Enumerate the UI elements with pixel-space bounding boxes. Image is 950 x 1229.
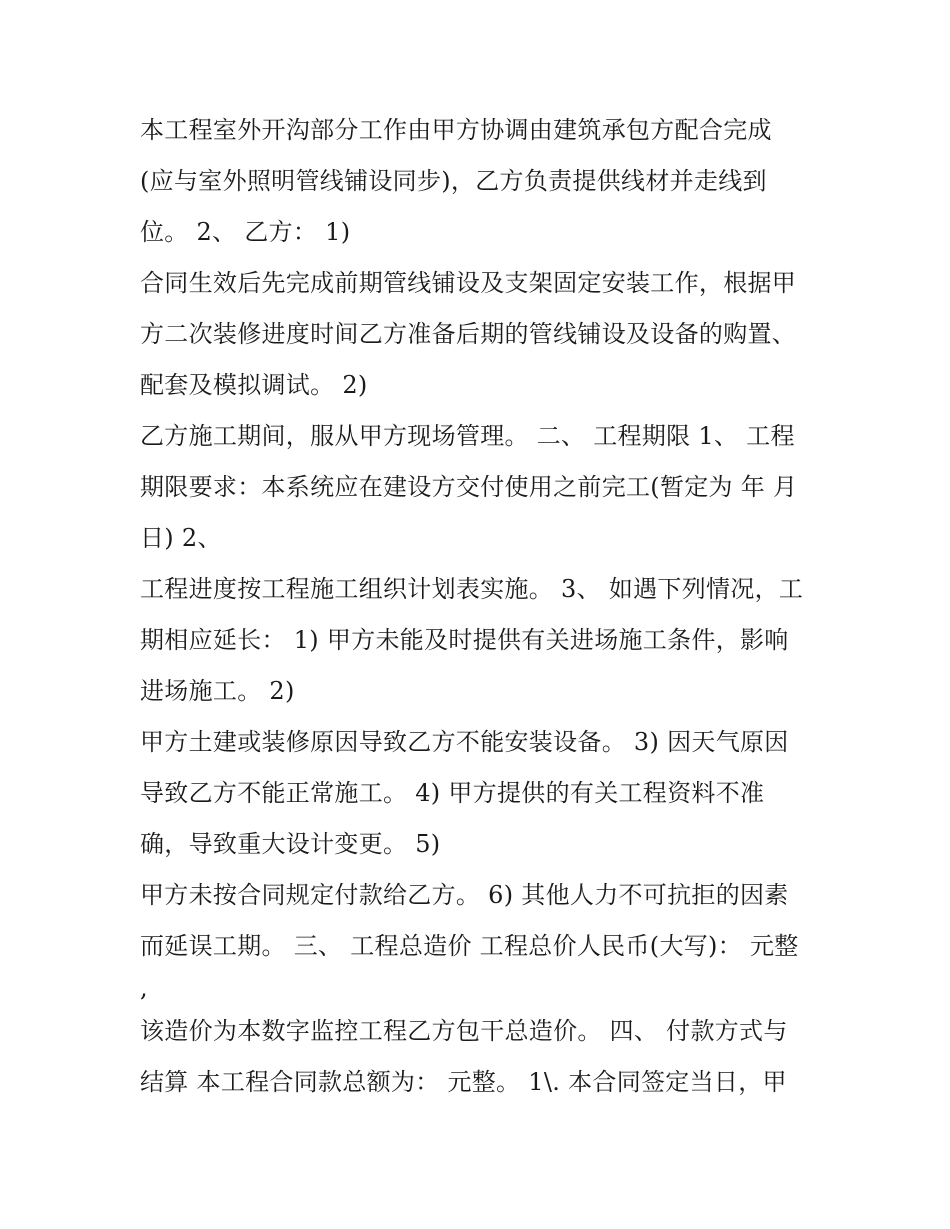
text-line: 该造价为本数字监控工程乙方包干总造价。 四、 付款方式与: [140, 1017, 788, 1045]
text-line: 甲方未按合同规定付款给乙方。 6) 其他人力不可抗拒的因素: [140, 881, 789, 909]
text-line: 工程进度按工程施工组织计划表实施。 3、 如遇下列情况，工: [140, 575, 804, 603]
text-line: 进场施工。 2): [140, 677, 295, 705]
text-line: 合同生效后先完成前期管线铺设及支架固定安装工作，根据甲: [140, 269, 797, 297]
text-line: 乙方施工期间，服从甲方现场管理。 二、 工程期限 1、 工程: [140, 422, 795, 450]
text-line: 方二次装修进度时间乙方准备后期的管线铺设及设备的购置、: [140, 320, 797, 348]
text-line: 配套及模拟调试。 2): [140, 371, 368, 399]
text-line: 而延误工期。 三、 工程总造价 工程总价人民币(大写)： 元整: [140, 932, 799, 960]
text-line: 甲方土建或装修原因导致乙方不能安装设备。 3) 因天气原因: [140, 728, 789, 756]
text-line: 导致乙方不能正常施工。 4) 甲方提供的有关工程资料不准: [140, 779, 765, 807]
text-line: 期相应延长： 1) 甲方未能及时提供有关进场施工条件，影响: [140, 626, 789, 654]
text-line: (应与室外照明管线铺设同步)，乙方负责提供线材并走线到: [140, 167, 767, 195]
text-line: 期限要求：本系统应在建设方交付使用之前完工(暂定为 年 月: [140, 473, 798, 501]
text-line: ,: [140, 974, 148, 1002]
text-line: 结算 本工程合同款总额为： 元整。 1\. 本合同签定当日，甲: [140, 1068, 787, 1096]
text-line: 日) 2、: [140, 524, 222, 552]
text-line: 位。 2、 乙方： 1): [140, 218, 351, 246]
document-body: [140, 110, 820, 1113]
text-line: 本工程室外开沟部分工作由甲方协调由建筑承包方配合完成: [140, 116, 772, 144]
text-line: 确，导致重大设计变更。 5): [140, 830, 441, 858]
